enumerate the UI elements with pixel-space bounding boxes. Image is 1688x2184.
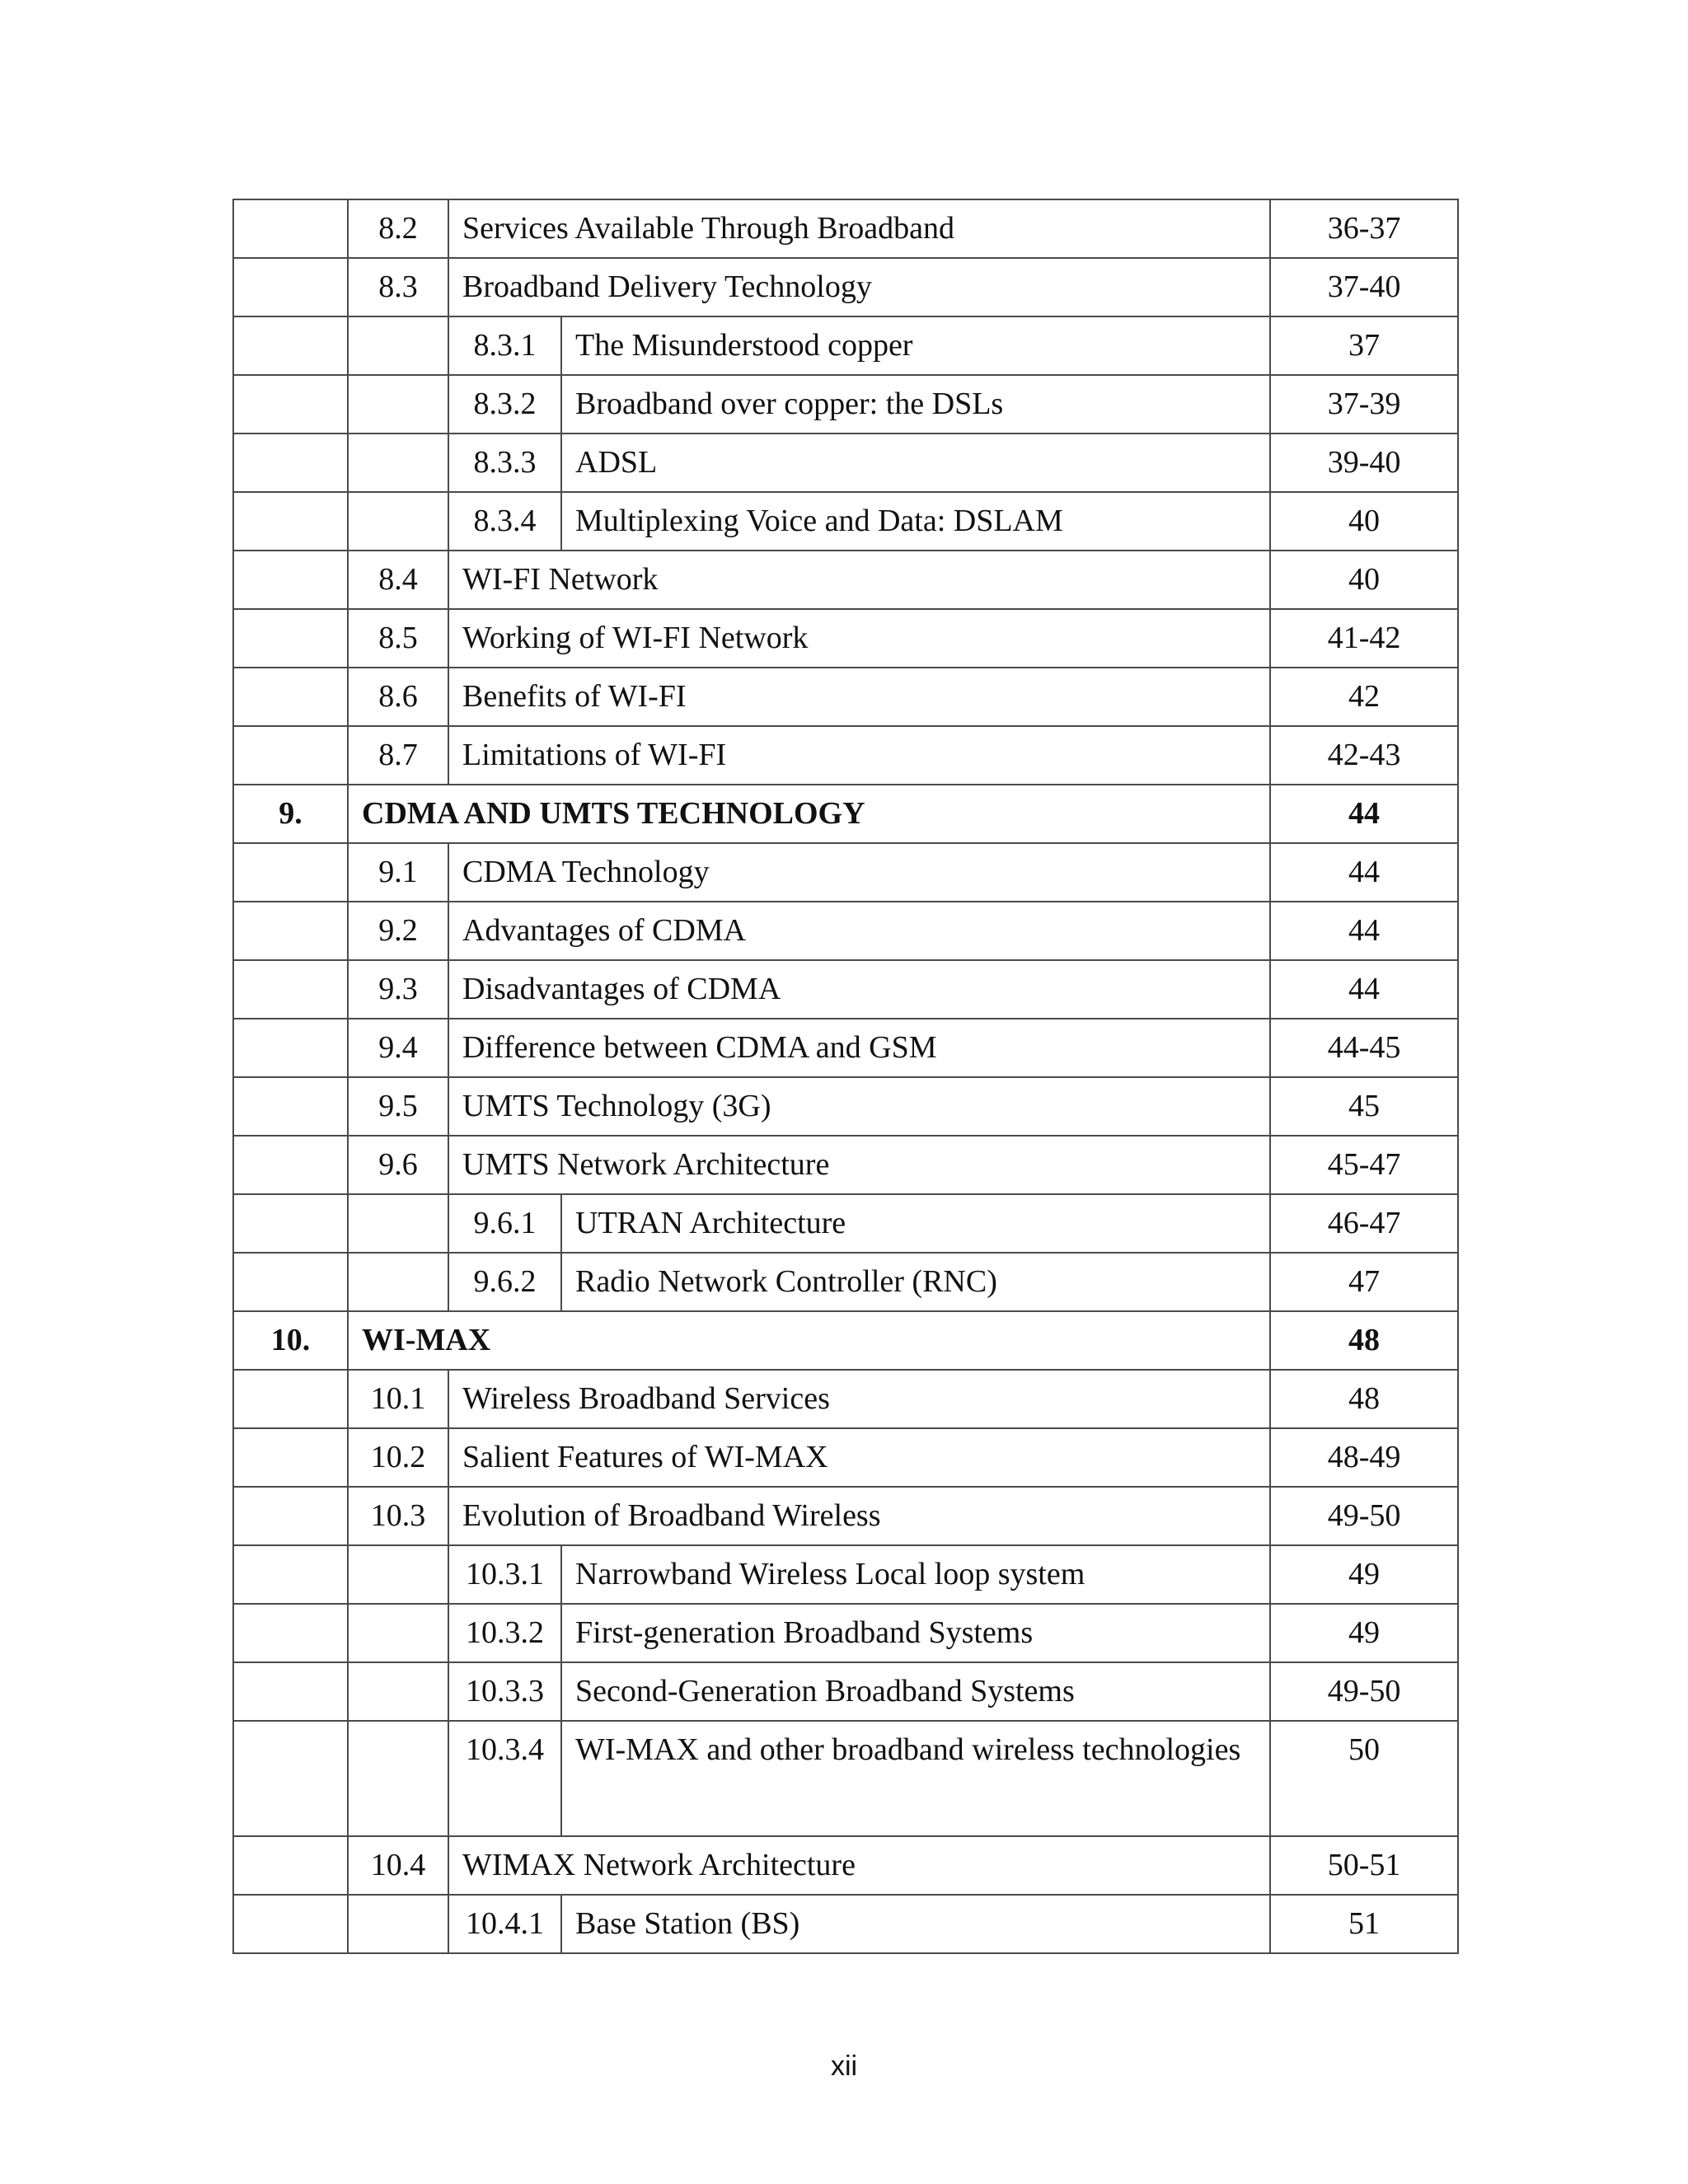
- empty-cell: [233, 1428, 348, 1487]
- empty-cell: [233, 1370, 348, 1428]
- empty-cell: [348, 375, 448, 434]
- page-range: 39-40: [1270, 434, 1458, 492]
- toc-subsection-row: [233, 1253, 1458, 1311]
- section-number: 9.3: [348, 960, 448, 1019]
- subsection-title: UTRAN Architecture: [561, 1194, 1270, 1253]
- section-title: CDMA Technology: [448, 843, 1270, 902]
- toc-subsection-row: [233, 1721, 1458, 1836]
- section-title: Benefits of WI-FI: [448, 668, 1270, 726]
- toc-subsection-row: [233, 1604, 1458, 1662]
- empty-cell: [233, 1253, 348, 1311]
- empty-cell: [348, 1194, 448, 1253]
- toc-subsection-row: [233, 434, 1458, 492]
- subsection-title: Second-Generation Broadband Systems: [561, 1662, 1270, 1721]
- page-range: 48: [1270, 1370, 1458, 1428]
- subsection-number: 9.6.2: [448, 1253, 561, 1311]
- subsection-number: 10.3.2: [448, 1604, 561, 1662]
- page-range: 36-37: [1270, 199, 1458, 258]
- section-title: UMTS Technology (3G): [448, 1077, 1270, 1136]
- page-range: 49: [1270, 1545, 1458, 1604]
- toc-section-row: [233, 960, 1458, 1019]
- page-range: 37-39: [1270, 375, 1458, 434]
- empty-cell: [348, 434, 448, 492]
- page-range: 41-42: [1270, 609, 1458, 668]
- toc-subsection-row: [233, 492, 1458, 551]
- section-number: 8.7: [348, 726, 448, 785]
- page-range: 44: [1270, 843, 1458, 902]
- chapter-title: WI-MAX: [348, 1311, 1270, 1370]
- empty-cell: [348, 1662, 448, 1721]
- subsection-title: Base Station (BS): [561, 1895, 1270, 1953]
- empty-cell: [233, 375, 348, 434]
- section-title: Disadvantages of CDMA: [448, 960, 1270, 1019]
- subsection-title: Broadband over copper: the DSLs: [561, 375, 1270, 434]
- empty-cell: [233, 1487, 348, 1545]
- section-title: Evolution of Broadband Wireless: [448, 1487, 1270, 1545]
- subsection-title: First-generation Broadband Systems: [561, 1604, 1270, 1662]
- empty-cell: [233, 726, 348, 785]
- section-number: 8.4: [348, 551, 448, 609]
- subsection-number: 8.3.1: [448, 316, 561, 375]
- section-title: Services Available Through Broadband: [448, 199, 1270, 258]
- subsection-number: 10.4.1: [448, 1895, 561, 1953]
- empty-cell: [233, 434, 348, 492]
- page-range: 42: [1270, 668, 1458, 726]
- toc-section-row: [233, 199, 1458, 258]
- page-range: 42-43: [1270, 726, 1458, 785]
- section-number: 8.2: [348, 199, 448, 258]
- empty-cell: [233, 1721, 348, 1836]
- toc-section-row: [233, 1019, 1458, 1077]
- section-title: WIMAX Network Architecture: [448, 1836, 1270, 1895]
- subsection-title: The Misunderstood copper: [561, 316, 1270, 375]
- toc-body: [233, 199, 1458, 1953]
- toc-section-row: [233, 726, 1458, 785]
- section-number: 8.3: [348, 258, 448, 316]
- page-range: 45: [1270, 1077, 1458, 1136]
- subsection-title: Narrowband Wireless Local loop system: [561, 1545, 1270, 1604]
- page-range: 37-40: [1270, 258, 1458, 316]
- toc-subsection-row: [233, 316, 1458, 375]
- toc-chapter-row: [233, 785, 1458, 843]
- subsection-title: Radio Network Controller (RNC): [561, 1253, 1270, 1311]
- section-title: Advantages of CDMA: [448, 902, 1270, 960]
- section-number: 9.1: [348, 843, 448, 902]
- empty-cell: [233, 1077, 348, 1136]
- section-number: 9.5: [348, 1077, 448, 1136]
- section-number: 8.6: [348, 668, 448, 726]
- section-title: WI-FI Network: [448, 551, 1270, 609]
- toc-section-row: [233, 1077, 1458, 1136]
- empty-cell: [233, 1194, 348, 1253]
- toc-section-row: [233, 1370, 1458, 1428]
- empty-cell: [348, 316, 448, 375]
- subsection-number: 8.3.3: [448, 434, 561, 492]
- toc-section-row: [233, 902, 1458, 960]
- section-number: 10.3: [348, 1487, 448, 1545]
- page-range: 44: [1270, 902, 1458, 960]
- subsection-number: 10.3.4: [448, 1721, 561, 1836]
- subsection-number: 10.3.3: [448, 1662, 561, 1721]
- page-range: 49-50: [1270, 1662, 1458, 1721]
- empty-cell: [233, 1604, 348, 1662]
- toc-section-row: [233, 1136, 1458, 1194]
- page-range: 49: [1270, 1604, 1458, 1662]
- toc-chapter-row: [233, 1311, 1458, 1370]
- empty-cell: [233, 1662, 348, 1721]
- chapter-number: 9.: [233, 785, 348, 843]
- subsection-number: 8.3.4: [448, 492, 561, 551]
- page-range: 44: [1270, 960, 1458, 1019]
- toc-section-row: [233, 258, 1458, 316]
- page-range: 45-47: [1270, 1136, 1458, 1194]
- section-number: 10.4: [348, 1836, 448, 1895]
- page-range: 37: [1270, 316, 1458, 375]
- subsection-title: WI-MAX and other broadband wireless technologies: [561, 1721, 1270, 1836]
- toc-subsection-row: [233, 1895, 1458, 1953]
- empty-cell: [233, 843, 348, 902]
- page-range: 48-49: [1270, 1428, 1458, 1487]
- section-title: UMTS Network Architecture: [448, 1136, 1270, 1194]
- section-number: 9.2: [348, 902, 448, 960]
- page-range: 50: [1270, 1721, 1458, 1836]
- section-title: Wireless Broadband Services: [448, 1370, 1270, 1428]
- section-title: Broadband Delivery Technology: [448, 258, 1270, 316]
- section-title: Working of WI-FI Network: [448, 609, 1270, 668]
- empty-cell: [233, 492, 348, 551]
- empty-cell: [233, 1136, 348, 1194]
- section-number: 8.5: [348, 609, 448, 668]
- section-title: Salient Features of WI-MAX: [448, 1428, 1270, 1487]
- empty-cell: [233, 551, 348, 609]
- toc-subsection-row: [233, 1662, 1458, 1721]
- empty-cell: [348, 1721, 448, 1836]
- section-number: 10.2: [348, 1428, 448, 1487]
- page-range: 40: [1270, 551, 1458, 609]
- subsection-number: 10.3.1: [448, 1545, 561, 1604]
- page-range: 40: [1270, 492, 1458, 551]
- empty-cell: [348, 1253, 448, 1311]
- empty-cell: [348, 492, 448, 551]
- empty-cell: [233, 960, 348, 1019]
- section-number: 9.4: [348, 1019, 448, 1077]
- toc-section-row: [233, 609, 1458, 668]
- empty-cell: [233, 316, 348, 375]
- page-number: xii: [830, 2050, 858, 2082]
- empty-cell: [233, 258, 348, 316]
- toc-subsection-row: [233, 1194, 1458, 1253]
- section-title: Limitations of WI-FI: [448, 726, 1270, 785]
- toc-subsection-row: [233, 375, 1458, 434]
- chapter-number: 10.: [233, 1311, 348, 1370]
- empty-cell: [233, 1836, 348, 1895]
- empty-cell: [233, 902, 348, 960]
- page-range: 51: [1270, 1895, 1458, 1953]
- page-range: 47: [1270, 1253, 1458, 1311]
- toc-section-row: [233, 551, 1458, 609]
- page-range: 44: [1270, 785, 1458, 843]
- toc-section-row: [233, 1428, 1458, 1487]
- toc-section-row: [233, 1487, 1458, 1545]
- page-range: 50-51: [1270, 1836, 1458, 1895]
- toc-section-row: [233, 843, 1458, 902]
- toc-section-row: [233, 668, 1458, 726]
- empty-cell: [233, 1019, 348, 1077]
- subsection-number: 9.6.1: [448, 1194, 561, 1253]
- section-title: Difference between CDMA and GSM: [448, 1019, 1270, 1077]
- subsection-title: ADSL: [561, 434, 1270, 492]
- toc-table: [232, 199, 1459, 1954]
- empty-cell: [348, 1545, 448, 1604]
- page-range: 48: [1270, 1311, 1458, 1370]
- toc-subsection-row: [233, 1545, 1458, 1604]
- empty-cell: [233, 609, 348, 668]
- section-number: 9.6: [348, 1136, 448, 1194]
- toc-section-row: [233, 1836, 1458, 1895]
- chapter-title: CDMA AND UMTS TECHNOLOGY: [348, 785, 1270, 843]
- empty-cell: [233, 1895, 348, 1953]
- page-range: 49-50: [1270, 1487, 1458, 1545]
- empty-cell: [348, 1895, 448, 1953]
- section-number: 10.1: [348, 1370, 448, 1428]
- page-range: 44-45: [1270, 1019, 1458, 1077]
- subsection-title: Multiplexing Voice and Data: DSLAM: [561, 492, 1270, 551]
- subsection-number: 8.3.2: [448, 375, 561, 434]
- empty-cell: [348, 1604, 448, 1662]
- empty-cell: [233, 1545, 348, 1604]
- page-range: 46-47: [1270, 1194, 1458, 1253]
- empty-cell: [233, 199, 348, 258]
- empty-cell: [233, 668, 348, 726]
